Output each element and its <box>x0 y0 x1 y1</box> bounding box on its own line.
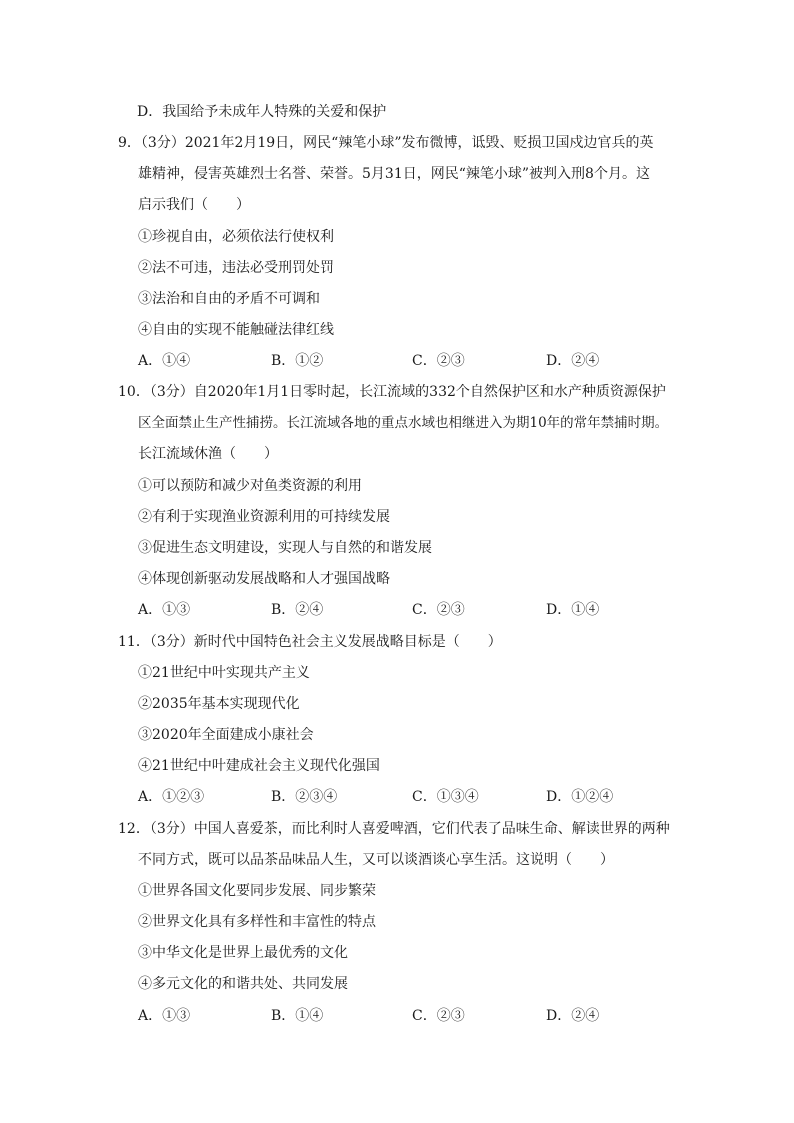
q10-option-b: B．②④ <box>271 602 324 618</box>
q12-option-c: C．②③ <box>412 1008 465 1024</box>
q9-option-a: A．①④ <box>138 353 191 369</box>
q11-statement-1: ①21世纪中叶实现共产主义 <box>138 665 310 681</box>
q9-option-c: C．②③ <box>412 353 465 369</box>
q12-statement-4: ④多元文化的和谐共处、共同发展 <box>138 976 348 992</box>
q11-option-a: A．①②③ <box>138 789 205 805</box>
q12-statement-3: ③中华文化是世界上最优秀的文化 <box>138 945 348 961</box>
q9-stem-line-1: 9．（3分）2021年2月19日，网民“辣笔小球”发布微博，诋毁、贬损卫国戍边官兵的英 <box>118 135 654 151</box>
q10-statement-2: ②有利于实现渔业资源利用的可持续发展 <box>138 509 390 525</box>
q11-option-c: C．①③④ <box>412 789 479 805</box>
q10-stem-line-3: 长江流域休渔（ ） <box>138 446 278 462</box>
q11-statement-3: ③2020年全面建成小康社会 <box>138 727 314 743</box>
q10-option-a: A．①③ <box>138 602 191 618</box>
q9-statement-1: ①珍视自由，必须依法行使权利 <box>138 229 334 245</box>
q11-option-d: D．①②④ <box>546 789 614 805</box>
q11-stem-line-1: 11．（3分）新时代中国特色社会主义发展战略目标是（ ） <box>118 634 502 650</box>
q12-option-d: D．②④ <box>546 1008 600 1024</box>
q9-stem-line-2: 雄精神，侵害英雄烈士名誉、荣誉。5月31日，网民“辣笔小球”被判入刑8个月。这 <box>138 166 650 182</box>
q11-statement-4: ④21世纪中叶建成社会主义现代化强国 <box>138 758 380 774</box>
q9-option-d: D．②④ <box>546 353 600 369</box>
q10-statement-1: ①可以预防和减少对鱼类资源的利用 <box>138 478 362 494</box>
q9-option-b: B．①② <box>271 353 324 369</box>
q12-statement-1: ①世界各国文化要同步发展、同步繁荣 <box>138 883 376 899</box>
q10-option-d: D．①④ <box>546 602 600 618</box>
q10-statement-4: ④体现创新驱动发展战略和人才强国战略 <box>138 571 390 587</box>
q9-statement-3: ③法治和自由的矛盾不可调和 <box>138 291 320 307</box>
q11-option-b: B．②③④ <box>271 789 338 805</box>
q9-statement-2: ②法不可违，违法必受刑罚处罚 <box>138 260 334 276</box>
q11-statement-2: ②2035年基本实现现代化 <box>138 696 300 712</box>
q8-option-d: D．我国给予未成年人特殊的关爱和保护 <box>137 104 387 120</box>
q12-stem-line-1: 12．（3分）中国人喜爱茶，而比利时人喜爱啤酒，它们代表了品味生命、解读世界的两种 <box>118 821 670 837</box>
q12-option-b: B．①④ <box>271 1008 324 1024</box>
q12-stem-line-2: 不同方式，既可以品茶品味品人生，又可以谈酒谈心享生活。这说明（ ） <box>138 852 614 868</box>
q12-option-a: A．①③ <box>138 1008 191 1024</box>
q12-statement-2: ②世界文化具有多样性和丰富性的特点 <box>138 914 376 930</box>
q10-statement-3: ③促进生态文明建设，实现人与自然的和谐发展 <box>138 540 432 556</box>
q10-stem-line-1: 10．（3分）自2020年1月1日零时起，长江流域的332个自然保护区和水产种质资源保护 <box>118 384 666 400</box>
q10-stem-line-2: 区全面禁止生产性捕捞。长江流域各地的重点水域也相继进入为期10年的常年禁捕时期。 <box>138 415 669 431</box>
q10-option-c: C．②③ <box>412 602 465 618</box>
q9-stem-line-3: 启示我们（ ） <box>138 197 250 213</box>
q9-statement-4: ④自由的实现不能触碰法律红线 <box>138 322 334 338</box>
